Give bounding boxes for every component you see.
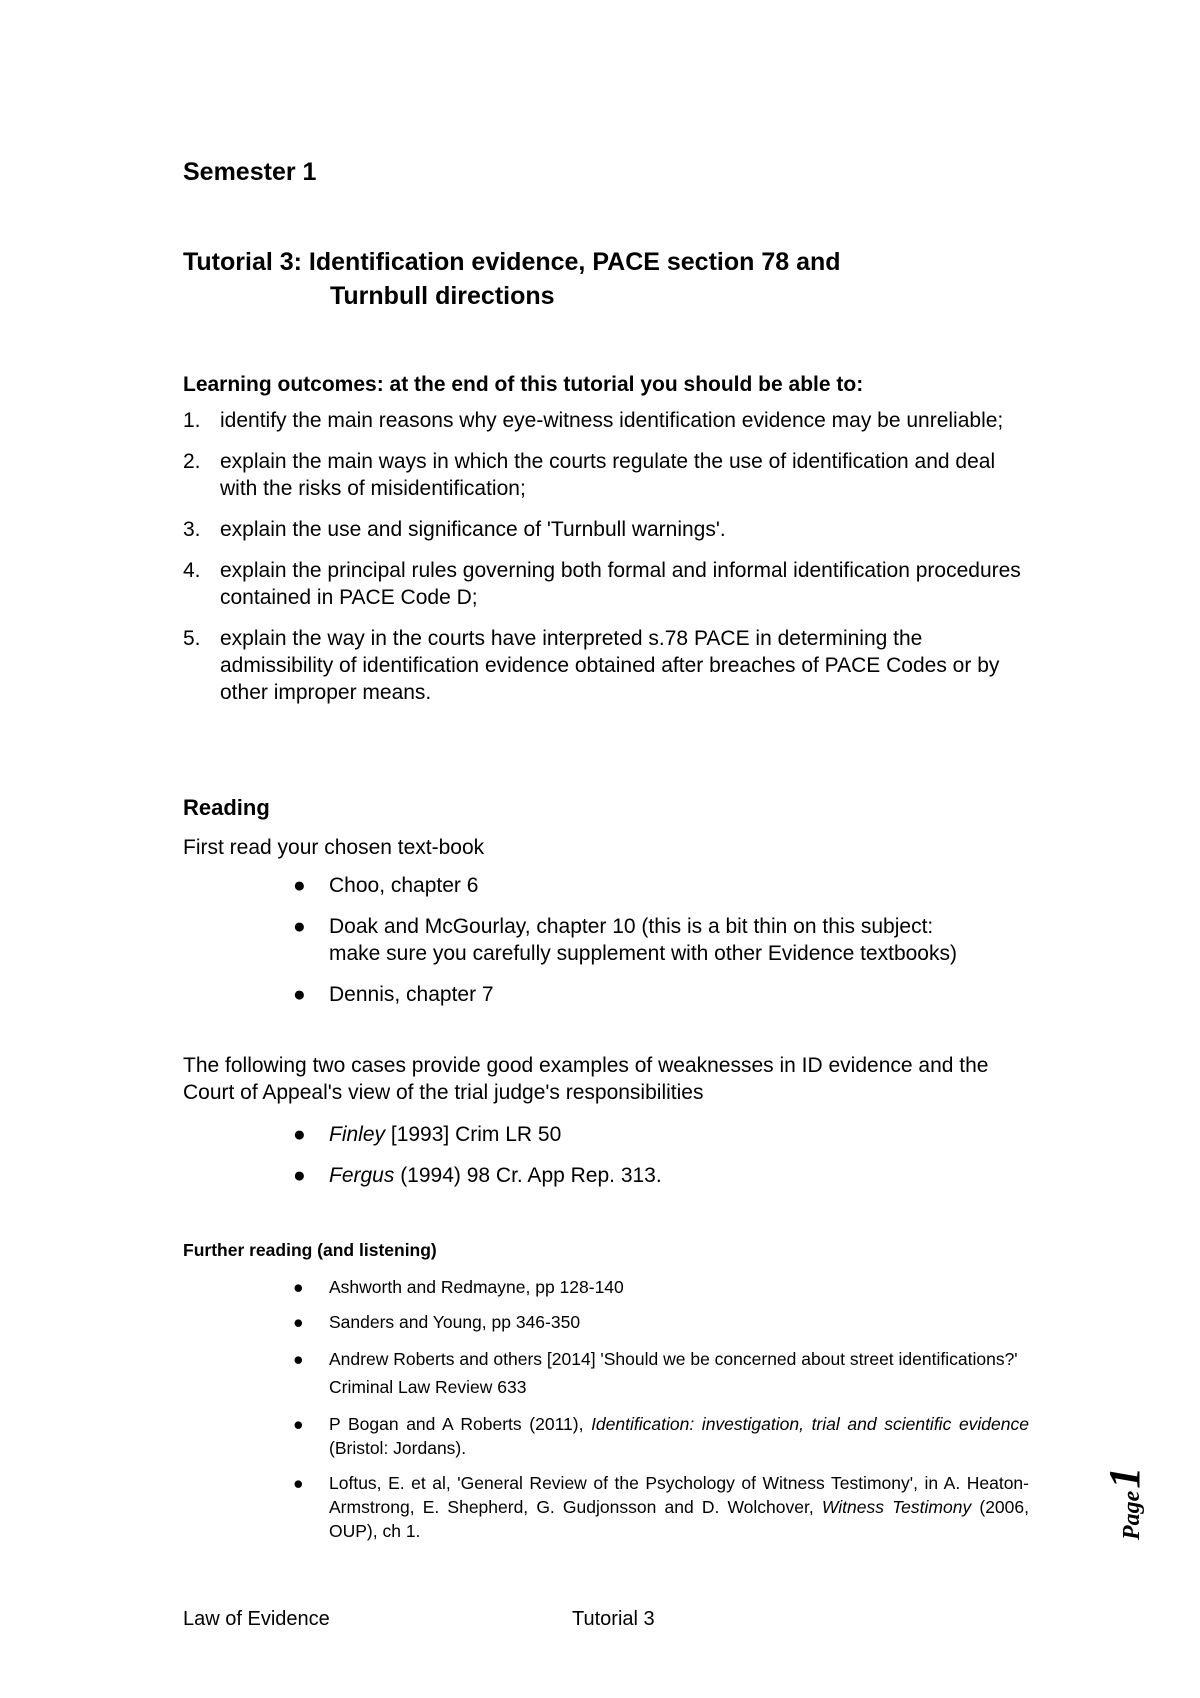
item-text-suffix: (2006, OUP), ch 1. [329,1497,1029,1541]
list-item [293,1471,1029,1543]
case-citation: (1994) 98 Cr. App Rep. 313. [394,1164,662,1187]
item-text: Choo, chapter 6 [329,874,479,897]
cases-intro: The following two cases provide good examples of weaknesses in ID evidence and the Court of Appeal's view of the trial judge's responsibilities [183,1054,989,1104]
list-item [183,407,1033,434]
item-text: Doak and McGourlay, chapter 10 (this is a bit thin on this subject: make sure you carefully supplement with other Evidence textbooks) [329,915,957,965]
bullet-icon: ● [293,915,306,938]
cases-list [293,1121,969,1203]
item-text: Sanders and Young, pp 346-350 [329,1312,581,1332]
bullet-icon: ● [293,1312,304,1332]
bullet-icon: ● [293,1123,306,1146]
item-text: explain the principal rules governing both formal and informal identification procedures contained in PACE Code D; [220,559,1021,609]
list-item [293,1412,1029,1460]
list-item [293,981,969,1008]
page-number-marker [1095,1440,1155,1550]
item-text: Dennis, chapter 7 [329,983,494,1006]
svg-text:Page1 [1100,1467,1149,1541]
item-number: 1. [183,409,201,432]
list-item [293,1162,969,1189]
reading-heading: Reading [183,795,270,820]
tutorial-title [183,245,983,313]
further-reading-list [293,1275,1029,1554]
learning-outcomes-heading: Learning outcomes: at the end of this tutorial you should be able to: [183,373,864,396]
bullet-icon: ● [293,983,306,1006]
case-name: Fergus [329,1164,395,1187]
book-title: Witness Testimony [821,1497,972,1517]
item-text: Andrew Roberts and others [2014] 'Should we be concerned about street identifications?' Criminal Law Review 633 [329,1349,1018,1397]
item-text: explain the way in the courts have interpreted s.78 PACE in determining the admissibility of identification evidence obtained after breaches of PACE Codes or by other improper means. [220,627,1000,704]
bullet-icon: ● [293,874,306,897]
learning-outcomes-list [183,407,1033,720]
bullet-icon: ● [293,1473,304,1493]
list-item [293,872,969,899]
textbook-list [293,872,969,1022]
list-item [293,913,969,967]
list-item [293,1345,1029,1401]
item-text: Ashworth and Redmayne, pp 128-140 [329,1277,624,1297]
list-item [183,448,1033,502]
item-number: 5. [183,627,201,650]
page-number: 1 [1100,1466,1149,1489]
item-text-prefix: Loftus, E. et al, 'General Review of the Psychology of Witness Testimony', in A. Heaton-Armstrong, E. Shepherd, G. Gudjonsson and D. Wolchover, [329,1473,1029,1517]
footer-tutorial: Tutorial 3 [572,1608,655,1630]
list-item [183,557,1033,611]
item-text-suffix: (Bristol: Jordans). [329,1438,467,1458]
list-item [183,516,1033,543]
item-number: 2. [183,450,201,473]
bullet-icon: ● [293,1349,304,1369]
further-reading-heading: Further reading (and listening) [183,1240,437,1260]
semester-heading: Semester 1 [183,158,317,186]
bullet-icon: ● [293,1414,304,1434]
case-name: Finley [329,1123,386,1146]
book-title: Identification: investigation, trial and scientific evidence [591,1414,1029,1434]
item-number: 4. [183,559,201,582]
item-text-prefix: P Bogan and A Roberts (2011), [329,1414,592,1434]
page-word: Page [1119,1490,1145,1540]
bullet-icon: ● [293,1164,306,1187]
tutorial-title-line2: Turnbull directions [330,282,555,310]
item-number: 3. [183,518,201,541]
list-item [293,1275,1029,1299]
footer-course: Law of Evidence [183,1608,330,1630]
tutorial-title-line1: Tutorial 3: Identification evidence, PACE section 78 and [183,248,841,276]
bullet-icon: ● [293,1277,304,1297]
item-text: explain the main ways in which the courts regulate the use of identification and deal with the risks of misidentification; [220,450,996,500]
list-item [293,1310,1029,1334]
list-item [293,1121,969,1148]
item-text: identify the main reasons why eye-witness identification evidence may be unreliable; [220,409,1004,432]
item-text: explain the use and significance of 'Turnbull warnings'. [220,518,726,541]
reading-intro: First read your chosen text-book [183,836,485,859]
list-item [183,625,1033,706]
case-citation: [1993] Crim LR 50 [385,1123,562,1146]
